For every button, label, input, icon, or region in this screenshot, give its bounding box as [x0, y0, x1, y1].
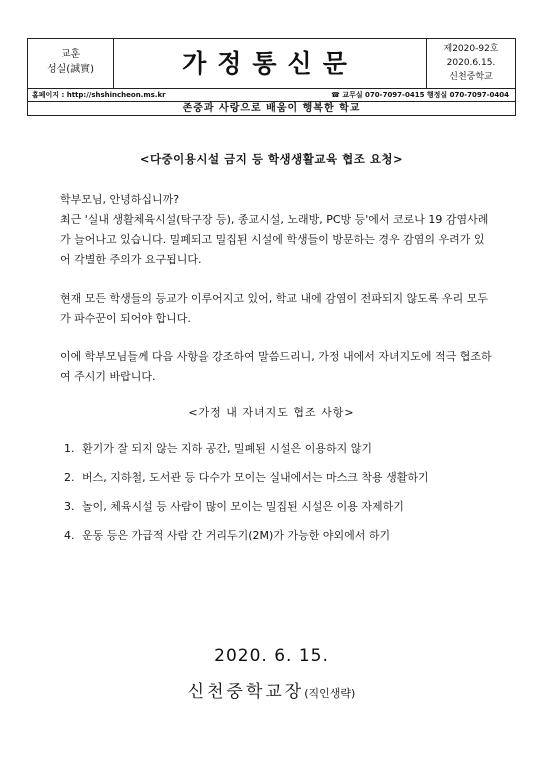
paragraph-3: 이에 학부모님들께 다음 사항을 강조하여 말씀드리니, 가정 내에서 자녀지도에 적극 협조하여 주시기 바랍니다.	[60, 350, 492, 383]
list-item	[60, 496, 492, 518]
school-motto-box	[28, 39, 114, 89]
list-item-text: 환기가 잘 되지 않는 지하 공간, 밀폐된 시설은 이용하지 않기	[82, 442, 372, 455]
guidance-subtitle: <가정 내 자녀지도 협조 사항>	[188, 406, 355, 419]
paragraph-1: 최근 '실내 생활체육시설(탁구장 등), 종교시설, 노래방, PC방 등'에서 코로나 19 감염사례가 늘어나고 있습니다. 밀폐되고 밀집된 시설에 학생들이 방문하는 경우 감염의 우려가 있어 각별한 주의가 요구됩니다.	[60, 213, 489, 266]
principal-signature	[0, 677, 543, 702]
list-item-number: 1.	[64, 442, 75, 455]
guidance-list	[60, 438, 492, 554]
list-item-text: 운동 등은 가급적 사람 간 거리두기(2M)가 가능한 야외에서 하기	[82, 529, 391, 542]
motto-text: 성실(誠實)	[46, 64, 95, 75]
list-item-number: 4.	[64, 529, 75, 542]
letter-header	[27, 38, 516, 116]
document-title: <다중이용시설 금지 등 학생생활교육 협조 요청>	[139, 152, 404, 166]
list-item-text: 버스, 지하철, 도서관 등 다수가 모이는 실내에서는 마스크 착용 생활하기	[82, 471, 429, 484]
contact-row	[28, 89, 515, 102]
phone-numbers-text: 교무실 070-7097-0415 행정실 070-7097-0404	[342, 91, 509, 99]
school-slogan: 존중과 사랑으로 배움이 행복한 학교	[182, 103, 361, 114]
homepage-link[interactable]: 홈페이지 : http://shshincheon.ms.kr	[32, 91, 166, 99]
signature-name: 신천중학교장	[187, 682, 305, 702]
newsletter-title: 가정통신문	[114, 39, 426, 89]
signature-note: (직인생략)	[304, 687, 356, 700]
document-meta-box	[426, 39, 515, 89]
list-item-number: 2.	[64, 471, 75, 484]
list-item	[60, 525, 492, 547]
document-number: 제2020-92호	[443, 44, 499, 54]
greeting: 학부모님, 안녕하십니까?	[60, 193, 180, 206]
phone-icon: ☎	[331, 91, 340, 99]
school-name: 신천중학교	[449, 72, 493, 82]
list-item-text: 놀이, 체육시설 등 사람이 많이 모이는 밀집된 시설은 이용 자제하기	[82, 500, 404, 513]
footer-date: 2020. 6. 15.	[214, 646, 329, 666]
motto-label: 교훈	[60, 49, 81, 60]
list-item	[60, 438, 492, 460]
list-item	[60, 467, 492, 489]
paragraph-2: 현재 모든 학생들의 등교가 이루어지고 있어, 학교 내에 감염이 전파되지 않도록 우리 모두가 파수꾼이 되어야 합니다.	[60, 292, 488, 325]
phone-numbers	[331, 89, 509, 101]
header-date: 2020.6.15.	[446, 58, 496, 68]
list-item-number: 3.	[64, 500, 75, 513]
